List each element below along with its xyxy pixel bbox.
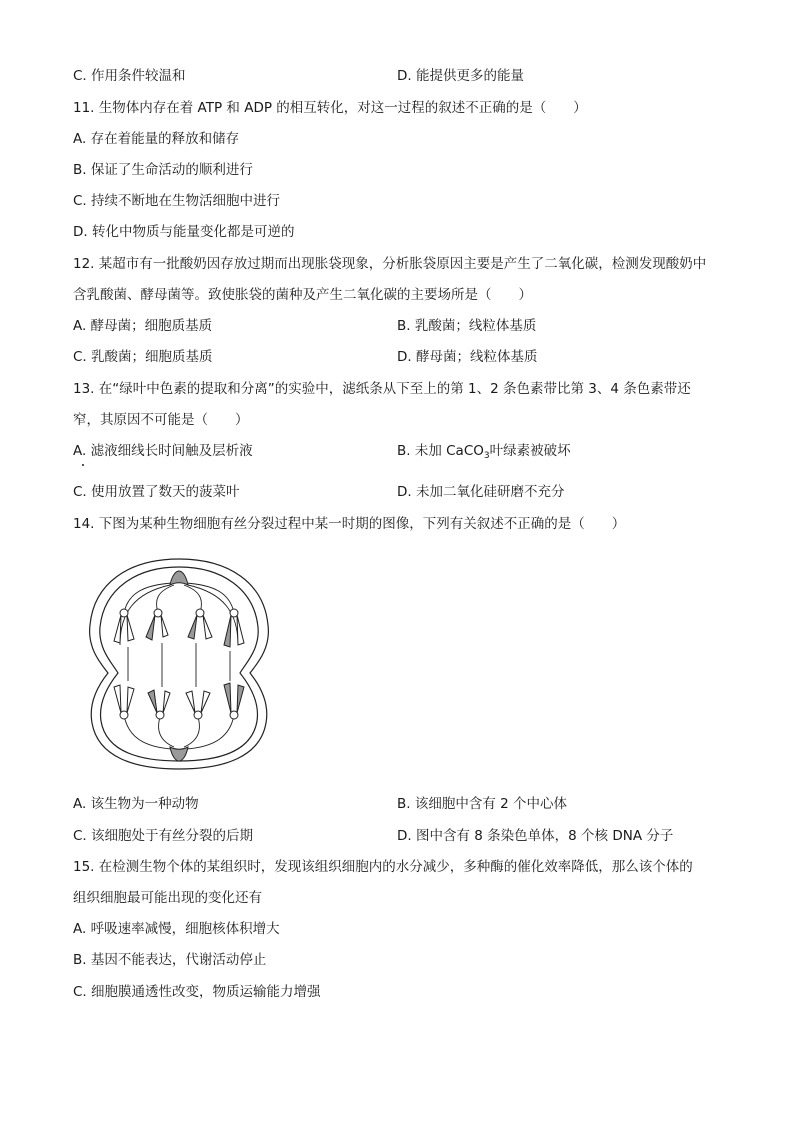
q13-option-c: C. 使用放置了数天的菠菜叶 [73, 484, 240, 500]
mitosis-cell-diagram-icon [84, 553, 274, 775]
q12-option-d: D. 酵母菌；线粒体基质 [397, 349, 538, 365]
q10-option-d: D. 能提供更多的能量 [397, 68, 524, 84]
spindle-fibers-top [120, 583, 238, 645]
q15-option-b: B. 基因不能表达，代谢活动停止 [73, 952, 267, 968]
q11-option-d: D. 转化中物质与能量变化都是可逆的 [73, 224, 295, 240]
q11-option-a: A. 存在着能量的释放和储存 [73, 131, 240, 147]
q14-option-c: C. 该细胞处于有丝分裂的后期 [73, 828, 254, 844]
q15-stem-line2: 组织细胞最可能出现的变化还有 [73, 890, 262, 906]
q12-option-c: C. 乳酸菌；细胞质基质 [73, 349, 213, 365]
chromatid-connecting-lines [128, 643, 230, 687]
cell-inner-outline [100, 567, 258, 761]
top-chromosomes [114, 609, 244, 647]
q14-option-b: B. 该细胞中含有 2 个中心体 [397, 796, 568, 812]
q15-option-a: A. 呼吸速率减慢，细胞核体积增大 [73, 921, 280, 937]
stray-dot [82, 464, 84, 466]
q12-stem-line2: 含乳酸菌、酵母菌等。致使胀袋的菌种及产生二氧化碳的主要场所是（ ） [73, 287, 532, 303]
q13-option-b-suffix: 叶绿素被破坏 [489, 443, 571, 459]
q13-option-b-subscript: 3 [483, 451, 490, 461]
q11-option-b: B. 保证了生命活动的顺利进行 [73, 162, 253, 178]
q13-option-b-prefix: B. 未加 CaCO [397, 443, 484, 459]
q15-stem-line1: 15. 在检测生物个体的某组织时，发现该组织细胞内的水分减少，多种酶的催化效率降低，那么该个体的 [73, 859, 693, 875]
q12-option-a: A. 酵母菌；细胞质基质 [73, 318, 213, 334]
q13-stem-line1: 13. 在“绿叶中色素的提取和分离”的实验中，滤纸条从下至上的第 1、2 条色素带比第 3、4 条色素带还 [73, 381, 691, 397]
q14-option-a: A. 该生物为一种动物 [73, 796, 199, 812]
spindle-fibers-bottom [124, 715, 234, 749]
q13-option-b [397, 441, 571, 466]
q15-option-c: C. 细胞膜通透性改变，物质运输能力增强 [73, 984, 321, 1000]
q14-option-d: D. 图中含有 8 条染色单体，8 个核 DNA 分子 [397, 828, 674, 844]
centrosome-bottom [170, 747, 188, 761]
q12-stem-line1: 12. 某超市有一批酸奶因存放过期而出现胀袋现象，分析胀袋原因主要是产生了二氧化碳，检测发现酸奶中 [73, 256, 707, 272]
q12-option-b: B. 乳酸菌；线粒体基质 [397, 318, 537, 334]
q11-stem: 11. 生物体内存在着 ATP 和 ADP 的相互转化，对这一过程的叙述不正确的是（ ） [73, 100, 587, 116]
q13-option-d: D. 未加二氧化硅研磨不充分 [397, 484, 565, 500]
q11-option-c: C. 持续不断地在生物活细胞中进行 [73, 193, 281, 209]
q13-stem-line2: 窄，其原因不可能是（ ） [73, 412, 249, 428]
centrosome-top [170, 571, 188, 585]
q10-option-c: C. 作用条件较温和 [73, 68, 186, 84]
bottom-chromosomes [114, 683, 244, 719]
q13-option-a: A. 滤液细线长时间触及层析液 [73, 443, 253, 459]
q14-stem: 14. 下图为某种生物细胞有丝分裂过程中某一时期的图像，下列有关叙述不正确的是（ ） [73, 516, 626, 532]
